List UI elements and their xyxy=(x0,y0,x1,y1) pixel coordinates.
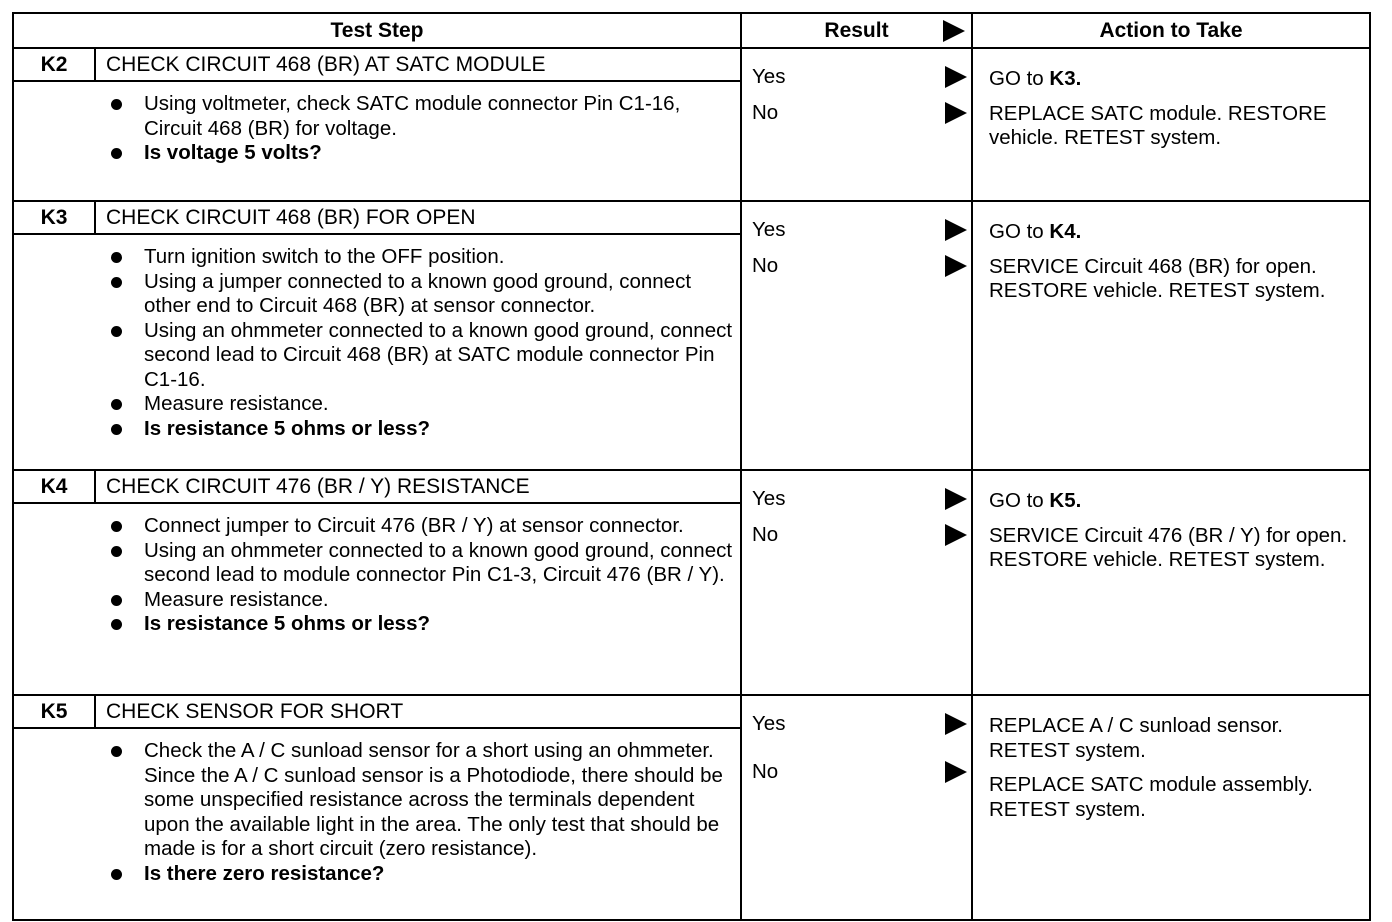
step-bullet-list xyxy=(14,82,740,170)
result-label: Yes xyxy=(752,487,786,510)
result-label: Yes xyxy=(752,218,786,241)
step-id: K2 xyxy=(13,48,95,81)
step-instruction: Measure resistance. xyxy=(144,392,740,417)
result-cell xyxy=(741,695,972,920)
step-id: K4 xyxy=(13,470,95,503)
result-no xyxy=(742,523,971,547)
result-no xyxy=(742,760,971,784)
action-text xyxy=(989,220,1361,245)
step-bullet-list xyxy=(14,729,740,890)
step-instruction: Check the A / C sunload sensor for a short using an ohmmeter. Since the A / C sunload sensor is a Photodiode, there should be some unspecified resistance across the terminals dependent upon the available light in the area. The only test that should be made is for a short circuit (zero resistance). xyxy=(144,739,740,862)
action-text-main: REPLACE SATC module assembly. RETEST system. xyxy=(989,773,1313,821)
result-cell xyxy=(741,48,972,201)
result-label: No xyxy=(752,760,779,783)
action-text-main: GO to xyxy=(989,220,1050,243)
result-yes xyxy=(742,218,971,242)
result-label: No xyxy=(752,101,779,124)
action-text-main: GO to xyxy=(989,67,1050,90)
arrow-icon xyxy=(945,255,967,277)
action-text xyxy=(989,773,1361,822)
step-title: CHECK CIRCUIT 476 (BR / Y) RESISTANCE xyxy=(95,470,741,503)
action-cell xyxy=(972,695,1370,920)
action-step-ref: K5. xyxy=(1049,489,1082,512)
step-instruction: Measure resistance. xyxy=(144,588,740,613)
action-text-main: GO to xyxy=(989,489,1050,512)
header-test-step: Test Step xyxy=(13,13,741,48)
result-cell xyxy=(741,470,972,695)
result-label: No xyxy=(752,254,779,277)
action-text xyxy=(989,255,1361,304)
action-cell xyxy=(972,201,1370,470)
step-instruction: Using voltmeter, check SATC module connector Pin C1-16, Circuit 468 (BR) for voltage. xyxy=(144,92,740,141)
result-label: Yes xyxy=(752,65,786,88)
step-instruction: Turn ignition switch to the OFF position. xyxy=(144,245,740,270)
action-text xyxy=(989,67,1361,92)
step-bullet-list xyxy=(14,235,740,445)
step-title: CHECK CIRCUIT 468 (BR) AT SATC MODULE xyxy=(95,48,741,81)
step-instruction: Using a jumper connected to a known good ground, connect other end to Circuit 468 (BR) at sensor connector. xyxy=(144,270,740,319)
result-no xyxy=(742,101,971,125)
result-label: Yes xyxy=(752,712,786,735)
action-text xyxy=(989,489,1361,514)
arrow-icon xyxy=(943,20,965,42)
step-bullet-list xyxy=(14,504,740,641)
step-instruction: Connect jumper to Circuit 476 (BR / Y) at sensor connector. xyxy=(144,514,740,539)
action-text-main: SERVICE Circuit 476 (BR / Y) for open. RESTORE vehicle. RETEST system. xyxy=(989,523,1348,571)
arrow-icon xyxy=(945,219,967,241)
step-id: K3 xyxy=(13,201,95,234)
result-yes xyxy=(742,487,971,511)
action-cell xyxy=(972,470,1370,695)
step-title-row xyxy=(13,470,1370,503)
step-detail xyxy=(13,81,741,201)
result-yes xyxy=(742,65,971,89)
diagnostic-procedure-table xyxy=(12,12,1371,921)
action-text xyxy=(989,714,1361,763)
header-row xyxy=(13,13,1370,48)
arrow-icon xyxy=(945,102,967,124)
step-title-row xyxy=(13,201,1370,234)
arrow-icon xyxy=(945,761,967,783)
action-text-main: REPLACE SATC module. RESTORE vehicle. RETEST system. xyxy=(989,101,1327,149)
header-action: Action to Take xyxy=(972,13,1370,48)
steps-body xyxy=(13,48,1370,920)
step-title-row xyxy=(13,48,1370,81)
step-detail xyxy=(13,234,741,470)
step-question: Is resistance 5 ohms or less? xyxy=(144,612,740,637)
step-title: CHECK SENSOR FOR SHORT xyxy=(95,695,741,728)
arrow-icon xyxy=(945,488,967,510)
step-title-row xyxy=(13,695,1370,728)
result-label: No xyxy=(752,523,779,546)
action-text-main: REPLACE A / C sunload sensor. RETEST system. xyxy=(989,714,1283,762)
step-instruction: Using an ohmmeter connected to a known good ground, connect second lead to module connector Pin C1-3, Circuit 476 (BR / Y). xyxy=(144,539,740,588)
header-result xyxy=(741,13,972,48)
result-yes xyxy=(742,712,971,736)
header-result-label: Result xyxy=(824,18,889,42)
action-text xyxy=(989,524,1361,573)
step-title: CHECK CIRCUIT 468 (BR) FOR OPEN xyxy=(95,201,741,234)
step-question: Is resistance 5 ohms or less? xyxy=(144,417,740,442)
step-detail xyxy=(13,503,741,695)
arrow-icon xyxy=(945,713,967,735)
action-text xyxy=(989,102,1361,151)
step-instruction: Using an ohmmeter connected to a known good ground, connect second lead to Circuit 468 (BR) at SATC module connector Pin C1-16. xyxy=(144,319,740,393)
arrow-icon xyxy=(945,66,967,88)
action-cell xyxy=(972,48,1370,201)
step-question: Is there zero resistance? xyxy=(144,862,740,887)
step-detail xyxy=(13,728,741,920)
result-no xyxy=(742,254,971,278)
action-step-ref: K4. xyxy=(1049,220,1082,243)
result-cell xyxy=(741,201,972,470)
arrow-icon xyxy=(945,524,967,546)
action-step-ref: K3. xyxy=(1049,67,1082,90)
step-id: K5 xyxy=(13,695,95,728)
step-question: Is voltage 5 volts? xyxy=(144,141,740,166)
action-text-main: SERVICE Circuit 468 (BR) for open. RESTORE vehicle. RETEST system. xyxy=(989,254,1326,302)
